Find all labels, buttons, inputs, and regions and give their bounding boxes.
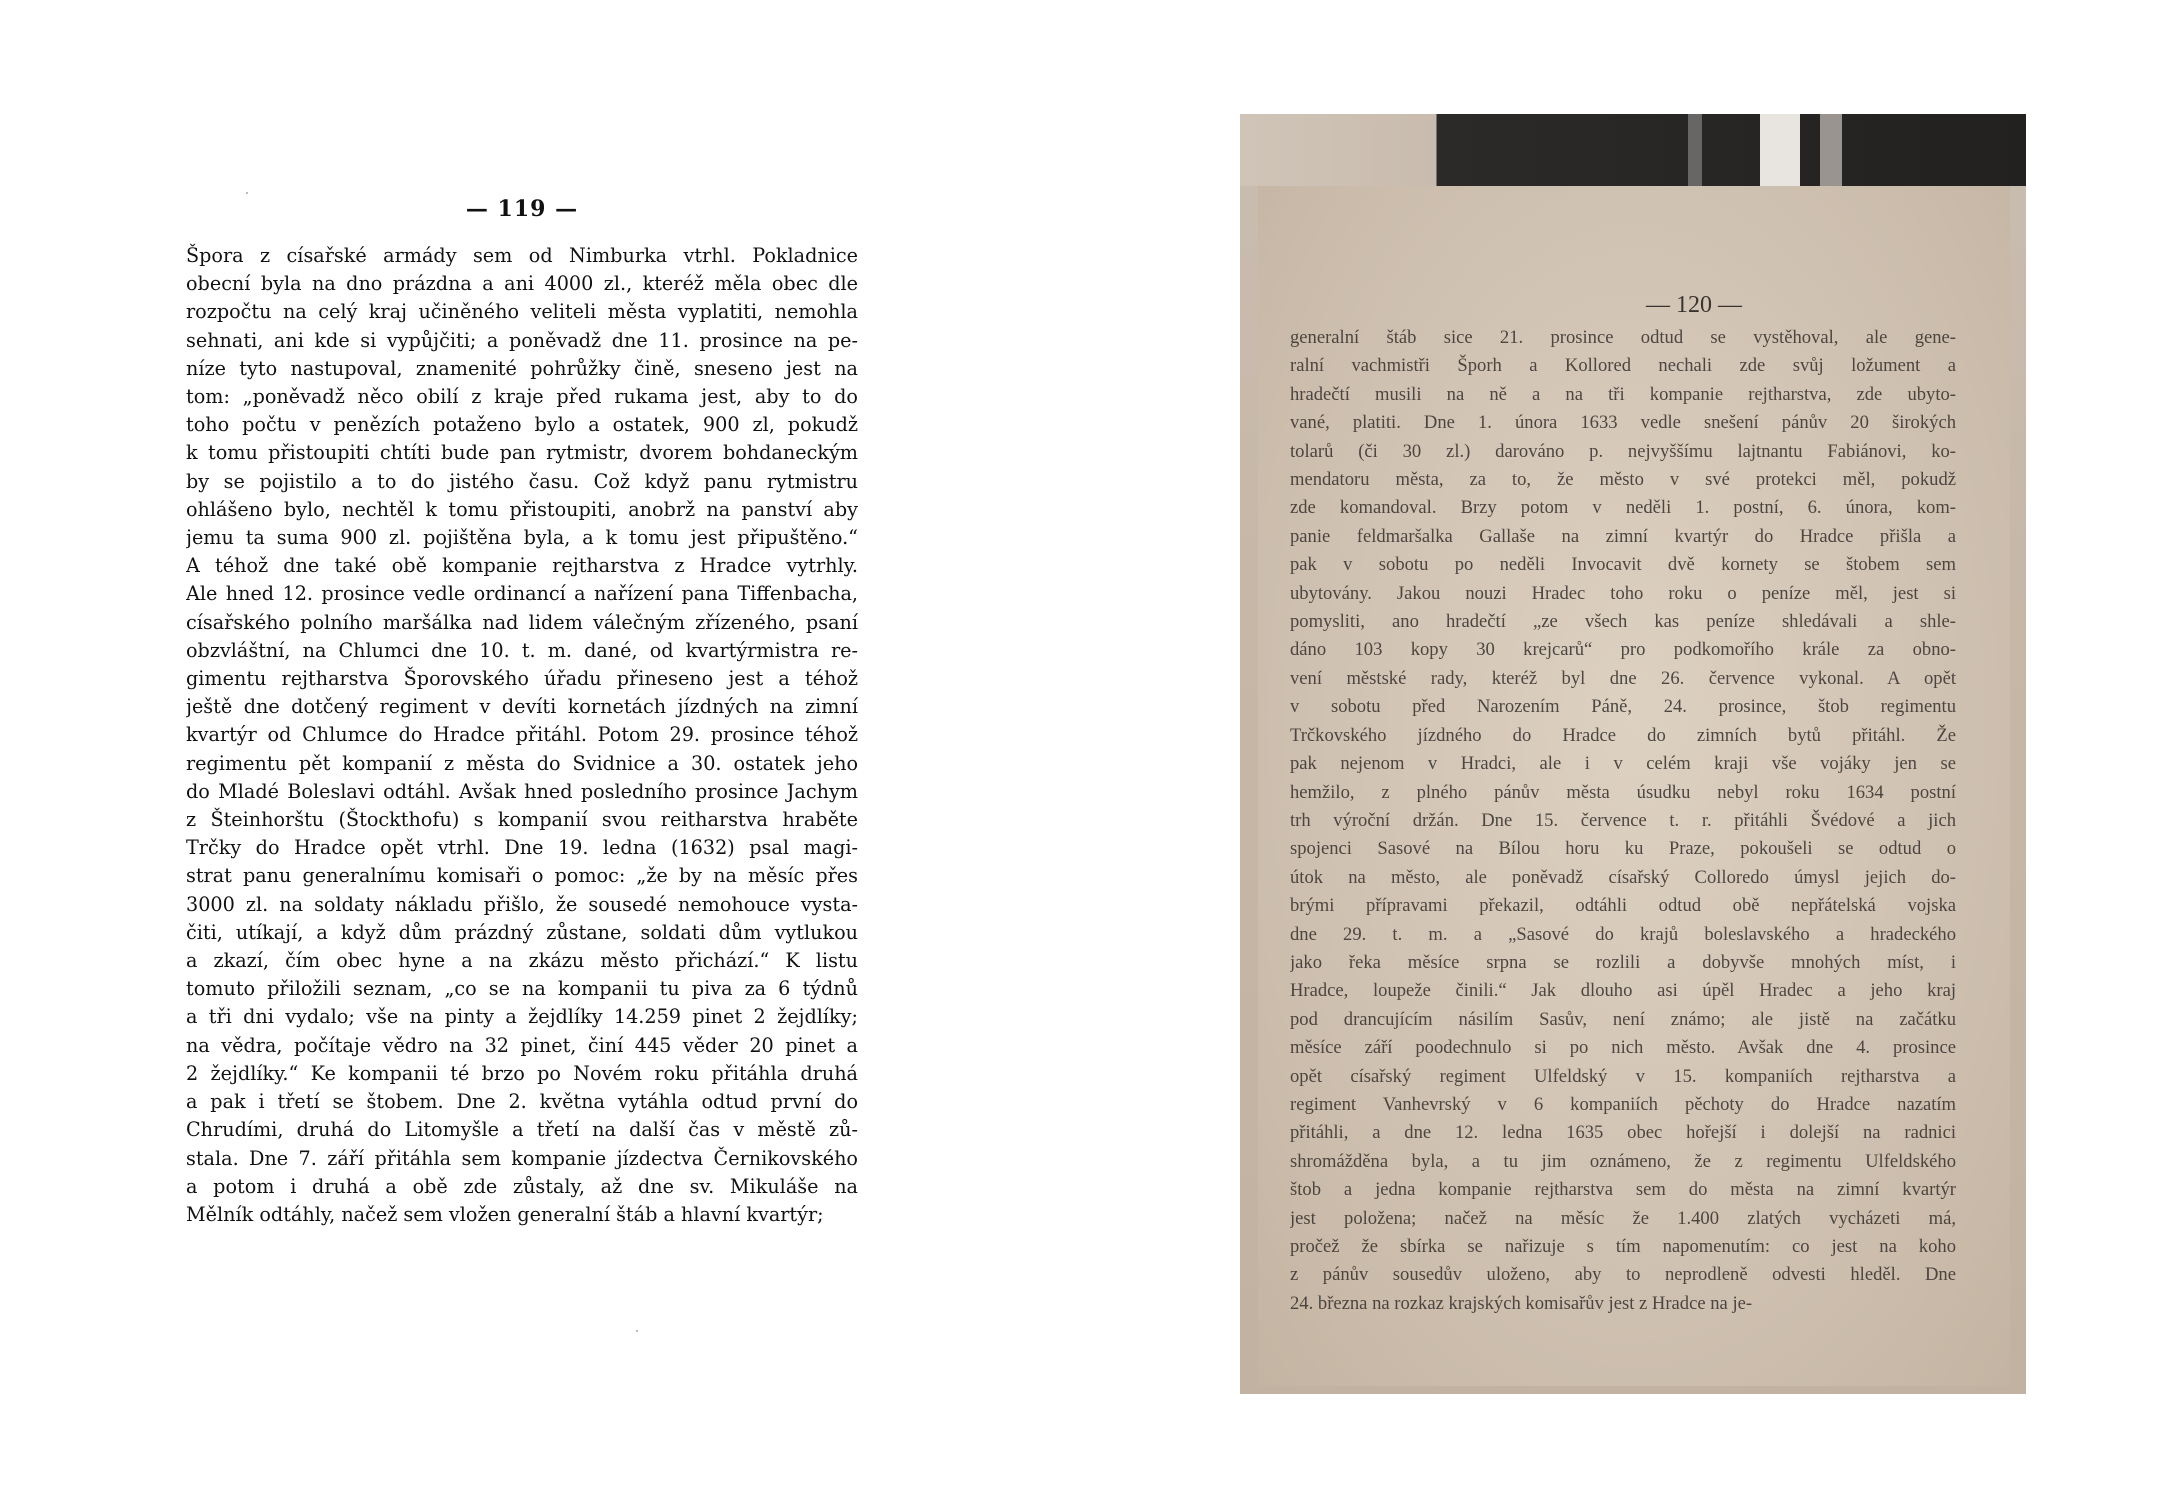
- text-line: obzvláštní, na Chlumci dne 10. t. m. dané, od kvartýrmistra re-: [186, 638, 858, 662]
- text-line: a tři dni vydalo; vše na pinty a žejdlíky 14.259 pinet 2 žejdlíky;: [186, 1005, 858, 1029]
- text-line: pod drancujícím násilím Sasův, není známo; ale jistě na začátku: [1290, 1008, 1956, 1030]
- page-number: — 119 —: [465, 196, 579, 222]
- text-line: gimentu rejtharstva Šporovského úřadu přineseno jest a téhož: [186, 667, 858, 691]
- text-line: měsíce září poodechnulo si po nich město. Avšak dne 4. prosince: [1290, 1037, 1956, 1059]
- text-line: tom: „poněvadž něco obilí z kraje před rukama jest, aby to do: [186, 385, 858, 409]
- text-line: sehnati, ani kde si vypůjčiti; a poněvadž dne 11. prosince na pe-: [186, 328, 858, 352]
- right-page-photo: [1240, 114, 2026, 1394]
- text-line: strat panu generalnímu komisaři o pomoc: „že by na měsíc přes: [186, 864, 858, 888]
- text-line: útok na město, ale poněvadž císařský Colloredo úmysl jejich do-: [1290, 866, 1956, 888]
- text-line: jemu ta suma 900 zl. pojištěna byla, a k tomu jest připuštěno.“: [186, 526, 858, 550]
- text-line: 24. března na rozkaz krajských komisařův jest z Hradce na je-: [1290, 1292, 1753, 1314]
- text-line: pomysliti, ano hradečtí „ze všech kas peníze shledávali a shle-: [1290, 611, 1956, 633]
- text-line: hradečtí musili na ně a na tři kompanie rejtharstva, zde ubyto-: [1290, 383, 1956, 405]
- text-line: ohlášeno bylo, nechtěl k tomu přistoupiti, anobrž na panství aby: [186, 497, 858, 521]
- text-line: 2 žejdlíky.“ Ke kompanii té brzo po Novém roku přitáhla druhá: [186, 1061, 858, 1085]
- text-line: shromážděna byla, a tu jim oznámeno, že z regimentu Ulfeldského: [1290, 1150, 1956, 1172]
- text-line: trh výroční držán. Dne 15. července t. r. přitáhli Švédové a jich: [1290, 809, 1956, 831]
- text-line: jest položena; načež na měsíc že 1.400 zlatých vycházeti má,: [1290, 1207, 1956, 1229]
- text-line: panie feldmaršalka Gallaše na zimní kvartýr do Hradce přišla a: [1290, 525, 1956, 547]
- text-line: níze tyto nastupoval, znamenité pohrůžky čině, sneseno jest na: [186, 356, 858, 380]
- text-line: stala. Dne 7. září přitáhla sem kompanie jízdectva Černikovského: [186, 1146, 858, 1170]
- text-line: tomuto přiložili seznam, „co se na kompanii tu piva za 6 týdnů: [186, 977, 858, 1001]
- text-line: a pak i třetí se štobem. Dne 2. května vytáhla odtud první do: [186, 1090, 858, 1114]
- text-line: mendatoru města, za to, že město v své protekci měl, pokudž: [1290, 469, 1956, 491]
- text-line: obecní byla na dno prázdna a ani 4000 zl., kteréž měla obec dle: [186, 272, 858, 296]
- text-line: spojenci Sasové na Bílou horu ku Praze, pokoušeli se odtud o: [1290, 838, 1956, 860]
- text-line: Mělník odtáhly, načež sem vložen generalní štáb a hlavní kvartýr;: [186, 1202, 824, 1226]
- page-number: — 120 —: [1646, 292, 1742, 318]
- left-page: [186, 196, 858, 1229]
- text-line: vané, platiti. Dne 1. února 1633 vedle snešení pánův 20 širokých: [1290, 412, 1956, 434]
- scan-speck: [246, 192, 248, 194]
- text-line: brými přípravami překazil, odtáhli odtud obě nepřátelská vojska: [1290, 895, 1956, 917]
- text-line: Špora z císařské armády sem od Nimburka vtrhl. Pokladnice: [186, 244, 858, 267]
- left-page-body: [186, 242, 858, 1229]
- photo-edge: [1760, 114, 1800, 186]
- text-line: ještě dne dotčený regiment v devíti kornetách jízdných na zimní: [186, 695, 858, 719]
- text-line: Hradce, loupeže činili.“ Jak dlouho asi úpěl Hradec a jeho kraj: [1290, 980, 1956, 1002]
- photo-background-strip: [1240, 114, 2026, 186]
- text-line: Chrudími, druhá do Litomyšle a třetí na další čas v městě zů-: [186, 1118, 858, 1142]
- text-line: na vědra, počítaje vědro na 32 pinet, činí 445 věder 20 pinet a: [186, 1033, 858, 1057]
- text-line: kvartýr od Chlumce do Hradce přitáhl. Potom 29. prosince téhož: [186, 723, 858, 747]
- text-line: z pánův sousedův uloženo, aby to neprodleně odvesti hleděl. Dne: [1290, 1264, 1956, 1286]
- text-line: generalní štáb sice 21. prosince odtud se vystěhoval, ale gene-: [1290, 327, 1956, 348]
- text-line: hemžilo, z plného pánův města úsudku nebyl roku 1634 postní: [1290, 781, 1956, 803]
- text-line: regiment Vanhevrský v 6 kompaniích pěchoty do Hradce nazatím: [1290, 1093, 1956, 1115]
- text-line: z Šteinhorštu (Štockthofu) s kompanií svou reitharstva hraběte: [186, 808, 858, 832]
- text-line: Ale hned 12. prosince vedle ordinancí a nařízení pana Tiffenbacha,: [186, 582, 858, 606]
- text-line: dne 29. t. m. a „Sasové do krajů boleslavského a hradeckého: [1290, 923, 1956, 945]
- text-line: rozpočtu na celý kraj učiněného veliteli města vyplatiti, nemohla: [186, 300, 858, 324]
- text-line: do Mladé Boleslavi odtáhl. Avšak hned posledního prosince Jachym: [186, 779, 858, 803]
- text-line: toho počtu v penězích potaženo bylo a ostatek, 900 zl, pokudž: [186, 413, 858, 437]
- text-line: dáno 103 kopy 30 krejcarů“ pro podkomořího krále za obno-: [1290, 639, 1956, 661]
- text-line: vení městské rady, kteréž byl dne 26. července vykonal. A opět: [1290, 667, 1956, 689]
- text-line: a potom i druhá a obě zde zůstaly, až dne sv. Mikuláše na: [186, 1174, 858, 1198]
- text-line: Trčky do Hradce opět vtrhl. Dne 19. ledna (1632) psal magi-: [186, 836, 858, 860]
- text-line: přitáhli, a dne 12. ledna 1635 obec hořejší i dolejší na radnici: [1290, 1122, 1956, 1144]
- text-line: v sobotu před Narozením Páně, 24. prosince, štob regimentu: [1290, 696, 1956, 718]
- text-line: ralní vachmistři Šporh a Kollored nechali zde svůj ložument a: [1290, 355, 1956, 377]
- text-line: by se pojistilo a to do jistého času. Což když panu rytmistru: [186, 469, 858, 493]
- text-line: císařského polního maršálka nad lidem válečným zřízeného, psaní: [186, 610, 858, 634]
- right-page-body: [1290, 324, 1956, 1318]
- text-line: ubytovány. Jakou nouzi Hradec toho roku o peníze měl, jest si: [1290, 582, 1956, 604]
- text-line: Trčkovského jízdného do Hradce do zimních bytů přitáhl. Že: [1290, 724, 1956, 746]
- text-line: opět císařský regiment Ulfeldský v 15. kompaniích rejtharstva a: [1290, 1065, 1956, 1087]
- text-line: pak v sobotu po neděli Invocavit dvě kornety se štobem sem: [1290, 554, 1956, 576]
- text-line: jako řeka měsíce srpna se rozlili a dobyvše mnohých míst, i: [1290, 951, 1956, 973]
- text-line: 3000 zl. na soldaty nákladu přišlo, že sousedé nemohouce vysta-: [186, 892, 858, 916]
- text-line: k tomu přistoupiti chtíti bude pan rytmistr, dvorem bohdaneckým: [186, 441, 858, 465]
- text-line: zde komandoval. Brzy potom v neděli 1. postní, 6. února, kom-: [1290, 497, 1956, 519]
- text-line: tolarů (či 30 zl.) darováno p. nejvyššímu lajtnantu Fabiánovi, ko-: [1290, 440, 1956, 462]
- text-line: štob a jedna kompanie rejtharstva sem do města na zimní kvartýr: [1290, 1179, 1956, 1201]
- text-line: A téhož dne také obě kompanie rejtharstva z Hradce vytrhly.: [186, 554, 858, 578]
- text-line: regimentu pět kompanií z města do Svidnice a 30. ostatek jeho: [186, 751, 858, 775]
- text-line: čiti, utíkají, a když dům prázdný zůstane, soldati dům vytlukou: [186, 920, 858, 944]
- text-line: pročež že sbírka se nařizuje s tím napomenutím: co jest na koho: [1290, 1236, 1956, 1257]
- scan-speck: [636, 1330, 638, 1332]
- photo-edge: [1820, 114, 1842, 186]
- text-line: a zkazí, čím obec hyne a na zkázu město přichází.“ K listu: [186, 949, 858, 973]
- text-line: pak nejenom v Hradci, ale i v celém kraji vše vojáky jen se: [1290, 753, 1956, 775]
- photo-edge: [1688, 114, 1702, 186]
